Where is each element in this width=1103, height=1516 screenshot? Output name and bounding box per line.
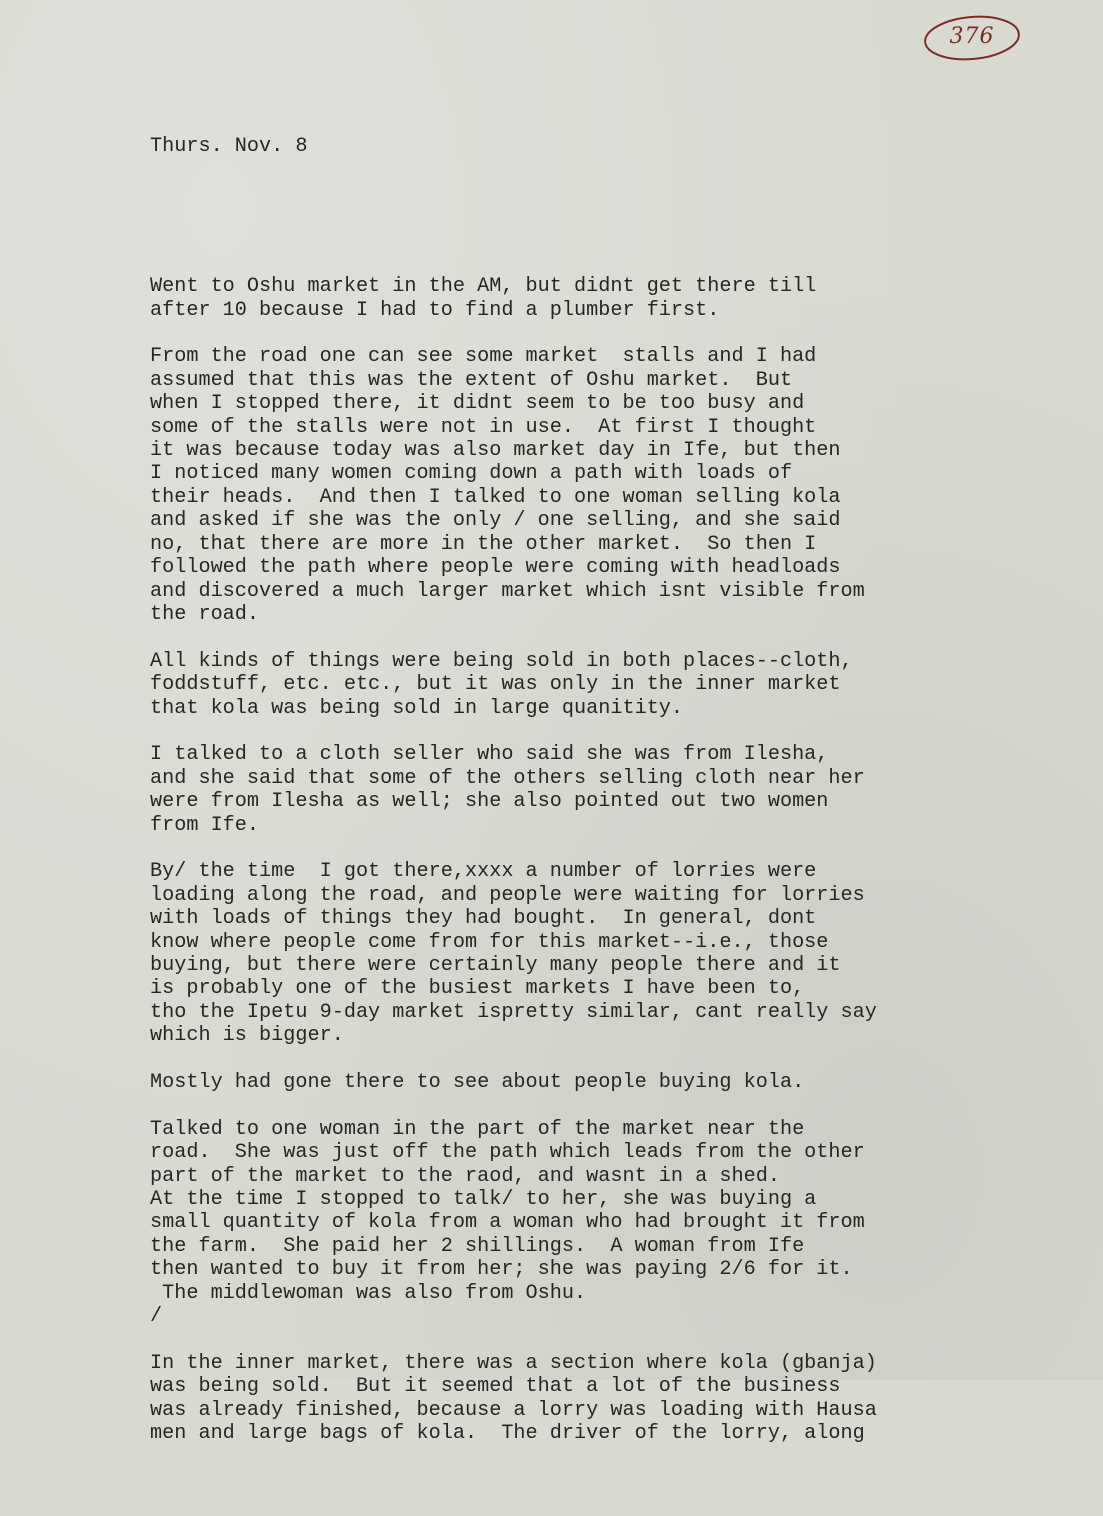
text-line: the farm. She paid her 2 shillings. A woman from Ife [150, 1234, 805, 1258]
text-line: then wanted to buy it from her; she was paying 2/6 for it. [150, 1258, 853, 1282]
paragraph [150, 1071, 1080, 1094]
text-line: the road. [150, 602, 260, 626]
paragraph [150, 860, 1080, 1047]
text-line: it was because today was also market day in Ife, but then [150, 439, 841, 463]
text-line: assumed that this was the extent of Oshu market. But [150, 368, 793, 392]
text-line: followed the path where people were coming with headloads [150, 556, 841, 580]
text-line: some of the stalls were not in use. At first I thought [150, 415, 817, 439]
text-line: foddstuff, etc. etc., but it was only in the inner market [150, 673, 841, 697]
paragraph [150, 345, 1080, 626]
text-line: was already finished, because a lorry was loading with Hausa [150, 1398, 877, 1422]
text-line: In the inner market, there was a section where kola (gbanja) [150, 1351, 877, 1375]
text-line: loading along the road, and people were waiting for lorries [150, 883, 865, 907]
paragraph [150, 275, 1080, 322]
text-line: tho the Ipetu 9-day market ispretty similar, cant really say [150, 1000, 877, 1024]
text-line: I talked to a cloth seller who said she was from Ilesha, [150, 743, 829, 767]
text-line: All kinds of things were being sold in both places--cloth, [150, 649, 853, 673]
text-line: At the time I stopped to talk/ to her, she was buying a [150, 1187, 817, 1211]
paragraph [150, 1352, 1080, 1446]
text-line: is probably one of the busiest markets I have been to, [150, 977, 805, 1001]
text-line: with loads of things they had bought. In general, dont [150, 907, 817, 931]
text-line: I noticed many women coming down a path with loads of [150, 462, 793, 486]
page-number-stamp [922, 12, 1022, 62]
typed-text [150, 88, 1080, 1516]
text-line: Went to Oshu market in the AM, but didnt get there till [150, 275, 817, 299]
text-line: From the road one can see some market stalls and I had [150, 345, 817, 369]
text-line: The middlewoman was also from Oshu. [150, 1281, 587, 1305]
text-line: when I stopped there, it didnt seem to be too busy and [150, 392, 805, 416]
text-line: from Ife. [150, 813, 260, 837]
text-line: and discovered a much larger market which isnt visible from [150, 579, 865, 603]
text-line: and she said that some of the others selling cloth near her [150, 766, 865, 790]
text-line: and asked if she was the only / one selling, and she said [150, 509, 841, 533]
text-line: men and large bags of kola. The driver of the lorry, along [150, 1422, 865, 1446]
paragraph [150, 1118, 1080, 1329]
text-line: no, that there are more in the other market. So then I [150, 532, 817, 556]
text-line: small quantity of kola from a woman who had brought it from [150, 1211, 865, 1235]
text-line: part of the market to the raod, and wasnt in a shed. [150, 1164, 780, 1188]
text-line: was being sold. But it seemed that a lot of the business [150, 1375, 841, 1399]
text-line: were from Ilesha as well; she also pointed out two women [150, 790, 829, 814]
paragraphs [150, 275, 1080, 1445]
paragraph [150, 650, 1080, 720]
text-line: after 10 because I had to find a plumber first. [150, 298, 720, 322]
date-heading: Thurs. Nov. 8 [150, 134, 308, 158]
text-line: By/ the time I got there,xxxx a number of lorries were [150, 860, 817, 884]
text-line: buying, but there were certainly many people there and it [150, 953, 841, 977]
text-line: Mostly had gone there to see about people buying kola. [150, 1070, 805, 1094]
text-line: road. She was just off the path which leads from the other [150, 1141, 865, 1165]
text-line: / [150, 1305, 163, 1329]
text-line: which is bigger. [150, 1024, 344, 1048]
page-number: 376 [949, 24, 995, 49]
text-line: know where people come from for this market--i.e., those [150, 930, 829, 954]
paragraph [150, 743, 1080, 837]
text-line: their heads. And then I talked to one woman selling kola [150, 485, 841, 509]
text-line: Talked to one woman in the part of the market near the [150, 1117, 805, 1141]
text-line: that kola was being sold in large quanitity. [150, 696, 684, 720]
